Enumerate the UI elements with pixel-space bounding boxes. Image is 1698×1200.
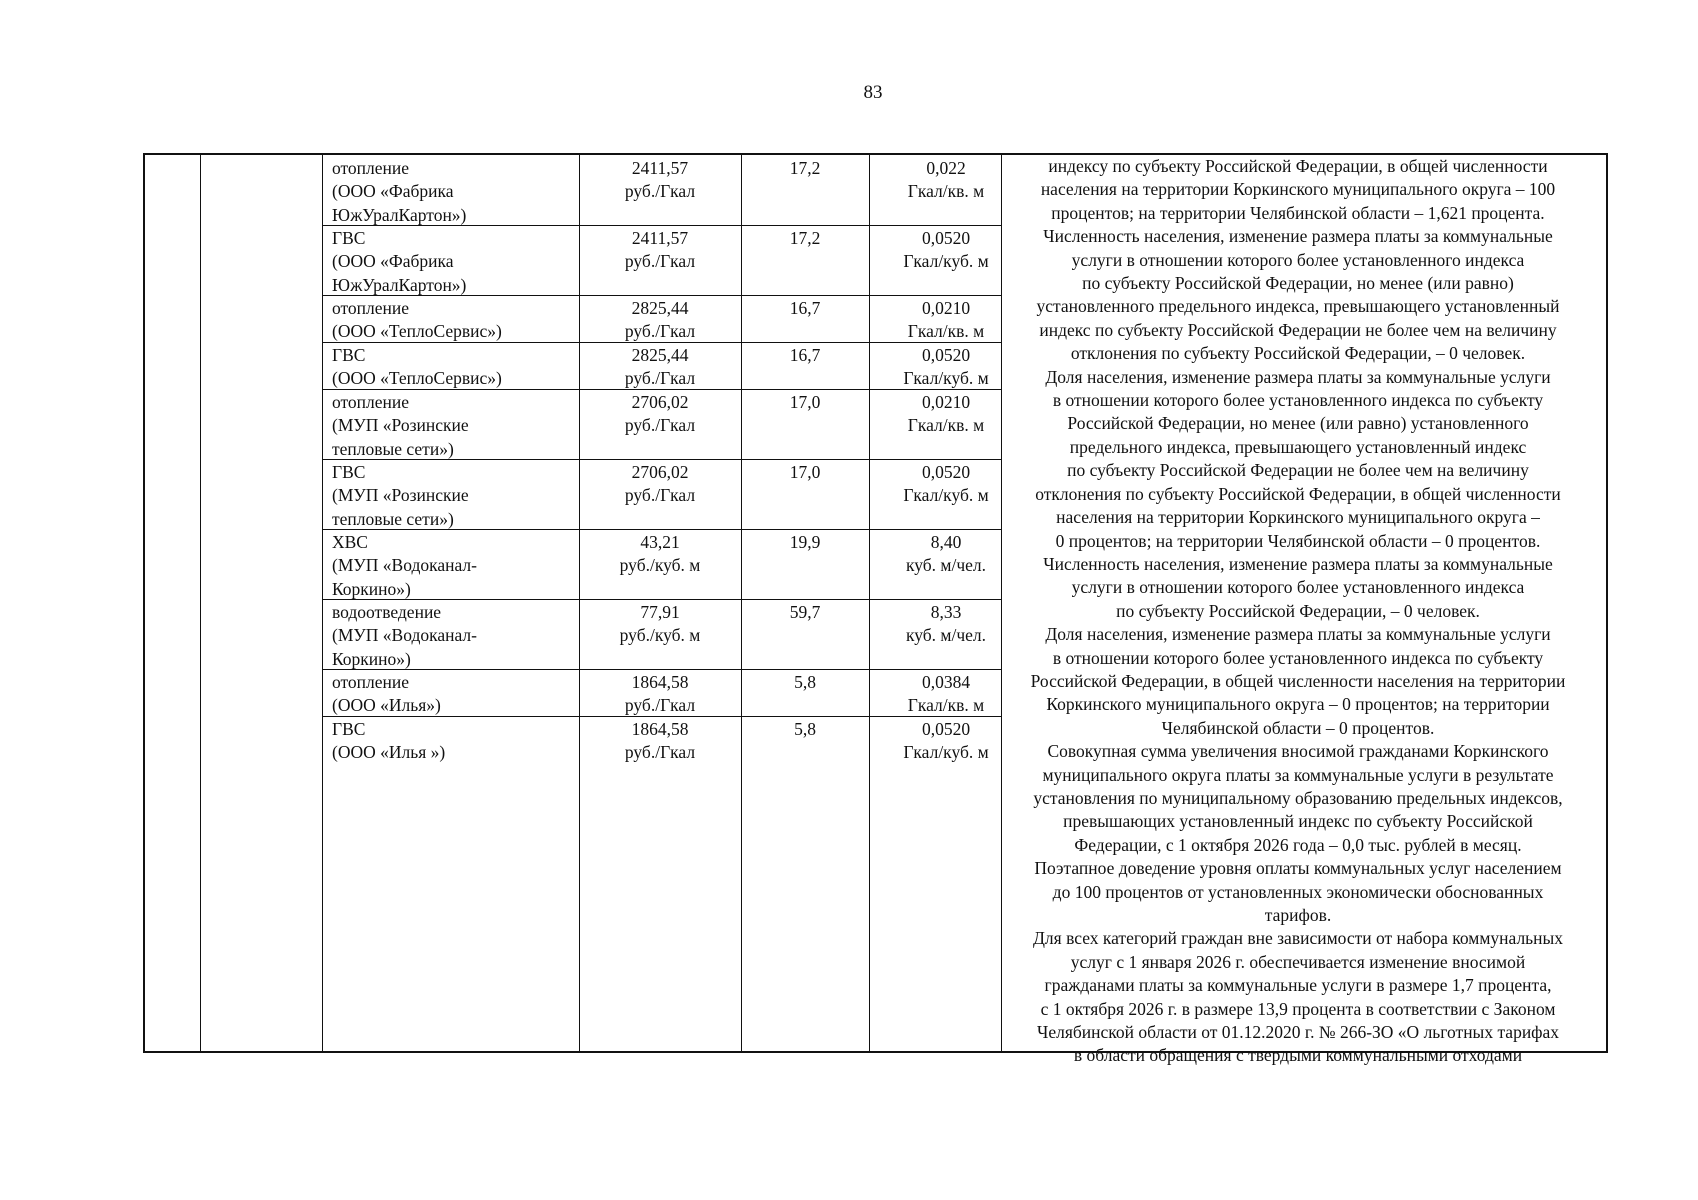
service-name-cell-line: отопление <box>332 672 410 692</box>
consumption-norm-cell-line: Гкал/куб. м <box>903 485 989 506</box>
service-name-cell-line: водоотведение <box>332 602 442 622</box>
text-line: индексу по субъекту Российской Федерации, в общей численности <box>1048 156 1548 176</box>
text-line: Челябинской области от 01.12.2020 г. № 266-ЗО «О льготных тарифах <box>1036 1022 1560 1043</box>
increase-percent-cell-line: 59,7 <box>789 602 821 622</box>
tariff-cell-line: руб./Гкал <box>624 368 696 389</box>
service-name-cell <box>332 297 582 344</box>
text-line: Федерации, с 1 октября 2026 года – 0,0 тыс. рублей в месяц. <box>1074 834 1522 855</box>
increase-percent-cell <box>741 671 869 694</box>
text-line: Доля населения, изменение размера платы за коммунальные услуги <box>1045 366 1551 387</box>
tariff-cell-line: 77,91 <box>640 602 680 622</box>
tariff-cell-line: руб./Гкал <box>624 321 696 342</box>
service-name-cell-line: ГВС <box>332 719 366 739</box>
consumption-norm-cell-line: 0,022 <box>926 158 966 178</box>
service-name-cell-line: (ООО «ТеплоСервис») <box>332 368 502 389</box>
text-line: Российской Федерации, в общей численности населения на территории <box>1030 670 1566 691</box>
column-divider <box>322 155 323 1051</box>
consumption-norm-cell-line: 0,0520 <box>921 719 971 739</box>
consumption-norm-cell-line: 8,40 <box>930 532 962 552</box>
increase-percent-cell-line: 17,0 <box>789 392 821 412</box>
service-name-cell-line: (МУП «Водоканал- <box>332 625 477 646</box>
consumption-norm-cell-line: 8,33 <box>930 602 962 622</box>
service-name-cell <box>332 601 582 671</box>
text-line: гражданами платы за коммунальные услуги в размере 1,7 процента, <box>1044 975 1552 996</box>
service-name-cell-line: ГВС <box>332 345 366 365</box>
increase-percent-cell-line: 19,9 <box>789 532 821 552</box>
increase-percent-cell-line: 17,2 <box>789 228 821 248</box>
increase-percent-cell <box>741 297 869 320</box>
consumption-norm-cell-line: 0,0210 <box>921 298 971 318</box>
service-name-cell <box>332 391 582 461</box>
tariff-cell-line: руб./Гкал <box>624 485 696 506</box>
tariff-cell <box>579 531 741 578</box>
service-name-cell-line: ГВС <box>332 228 366 248</box>
text-line: услуг с 1 января 2026 г. обеспечивается изменение вносимой <box>1070 951 1526 972</box>
tariff-cell <box>579 297 741 344</box>
text-line: по субъекту Российской Федерации, – 0 человек. <box>1116 600 1480 621</box>
consumption-norm-cell-line: Гкал/кв. м <box>907 321 985 342</box>
tariff-cell-line: 2411,57 <box>631 158 689 178</box>
tariff-cell-line: 1864,58 <box>631 672 689 692</box>
tariff-cell <box>579 157 741 204</box>
text-line: в области обращения с твердыми коммунальными отходами <box>1073 1045 1523 1066</box>
consumption-norm-cell-line: Гкал/куб. м <box>903 368 989 389</box>
text-line: предельного индекса, превышающего установленный индекс <box>1069 436 1527 457</box>
increase-percent-cell <box>741 461 869 484</box>
service-name-cell-line: ХВС <box>332 532 368 552</box>
text-line: Российской Федерации, но менее (или равно) установленного <box>1067 413 1529 434</box>
service-name-cell <box>332 227 582 297</box>
tariff-cell-line: руб./Гкал <box>624 251 696 272</box>
service-name-cell <box>332 461 582 531</box>
tariff-cell-line: 2825,44 <box>631 345 689 365</box>
text-line: установления по муниципальному образованию предельных индексов, <box>1033 787 1563 808</box>
tariff-cell-line: 2706,02 <box>631 392 689 412</box>
increase-percent-cell <box>741 718 869 741</box>
tariff-cell-line: руб./куб. м <box>619 555 701 576</box>
text-line: процентов; на территории Челябинской области – 1,621 процента. <box>1051 202 1545 223</box>
service-name-cell-line: Коркино») <box>332 648 411 669</box>
consumption-norm-cell-line: Гкал/кв. м <box>907 415 985 436</box>
service-name-cell-line: (МУП «Розинские <box>332 415 469 436</box>
tariff-cell-line: руб./Гкал <box>624 181 696 202</box>
tariff-cell <box>579 461 741 508</box>
text-line: до 100 процентов от установленных экономически обоснованных <box>1052 881 1544 902</box>
right-column-text <box>982 155 1614 1068</box>
tariff-cell <box>579 601 741 648</box>
text-line: Совокупная сумма увеличения вносимой гражданами Коркинского <box>1047 741 1549 762</box>
text-line: населения на территории Коркинского муниципального округа – <box>1056 507 1540 528</box>
service-name-cell <box>332 531 582 601</box>
text-line: установленного предельного индекса, превышающего установленный <box>1036 296 1560 317</box>
service-name-cell-line: (ООО «ТеплоСервис») <box>332 321 502 342</box>
service-name-cell-line: (МУП «Розинские <box>332 485 469 506</box>
increase-percent-cell-line: 17,0 <box>789 462 821 482</box>
tariff-cell-line: 2825,44 <box>631 298 689 318</box>
text-line: 0 процентов; на территории Челябинской области – 0 процентов. <box>1055 530 1541 551</box>
consumption-norm-cell-line: 0,0384 <box>921 672 971 692</box>
page-number: 83 <box>863 82 883 103</box>
increase-percent-cell <box>741 157 869 180</box>
consumption-norm-cell-line: 0,0520 <box>921 228 971 248</box>
service-name-cell-line: ЮжУралКартон») <box>332 274 467 295</box>
increase-percent-cell-line: 5,8 <box>794 672 816 692</box>
text-line: Доля населения, изменение размера платы за коммунальные услуги <box>1045 624 1551 645</box>
text-line: индекс по субъекту Российской Федерации не более чем на величину <box>1039 319 1557 340</box>
service-name-cell <box>332 157 582 227</box>
increase-percent-cell <box>741 531 869 554</box>
tariff-cell <box>579 227 741 274</box>
text-line: отклонения по субъекту Российской Федерации, – 0 человек. <box>1070 343 1526 364</box>
consumption-norm-cell-line: куб. м/чел. <box>905 625 987 646</box>
increase-percent-cell <box>741 391 869 414</box>
consumption-norm-cell-line: Гкал/куб. м <box>903 251 989 272</box>
service-name-cell-line: (МУП «Водоканал- <box>332 555 477 576</box>
consumption-norm-cell-line: Гкал/кв. м <box>907 695 985 716</box>
increase-percent-cell-line: 16,7 <box>789 298 821 318</box>
tariff-cell-line: руб./Гкал <box>624 415 696 436</box>
tariff-cell <box>579 344 741 391</box>
text-line: превышающих установленный индекс по субъекту Российской <box>1063 811 1533 832</box>
text-line: Поэтапное доведение уровня оплаты коммунальных услуг населением <box>1034 858 1562 879</box>
consumption-norm-cell-line: Гкал/куб. м <box>903 742 989 763</box>
increase-percent-cell-line: 5,8 <box>794 719 816 739</box>
column-divider <box>869 155 870 1051</box>
text-line: услуги в отношении которого более установленного индекса <box>1071 249 1525 270</box>
service-name-cell <box>332 671 582 718</box>
service-name-cell-line: отопление <box>332 392 410 412</box>
increase-percent-cell <box>741 227 869 250</box>
service-name-cell <box>332 718 582 765</box>
column-divider <box>200 155 201 1051</box>
service-name-cell-line: ЮжУралКартон») <box>332 204 467 225</box>
consumption-norm-cell-line: куб. м/чел. <box>905 555 987 576</box>
tariff-cell-line: руб./Гкал <box>624 695 696 716</box>
consumption-norm-cell-line: 0,0520 <box>921 345 971 365</box>
text-line: услуги в отношении которого более установленного индекса <box>1071 577 1525 598</box>
increase-percent-cell-line: 17,2 <box>789 158 821 178</box>
text-line: Численность населения, изменение размера платы за коммунальные <box>1043 226 1553 247</box>
text-line: муниципального округа платы за коммунальные услуги в результате <box>1042 764 1554 785</box>
tariff-cell-line: руб./Гкал <box>624 742 696 763</box>
text-line: в отношении которого более установленного индекса по субъекту <box>1052 390 1544 411</box>
consumption-norm-cell-line: 0,0520 <box>921 462 971 482</box>
text-line: Для всех категорий граждан вне зависимости от набора коммунальных <box>1032 928 1564 949</box>
service-name-cell-line: (ООО «Илья») <box>332 695 441 716</box>
service-name-cell-line: (ООО «Илья ») <box>332 742 446 763</box>
tariff-cell-line: 2411,57 <box>631 228 689 248</box>
service-name-cell-line: (ООО «Фабрика <box>332 181 454 202</box>
tariff-cell <box>579 391 741 438</box>
service-name-cell-line: (ООО «Фабрика <box>332 251 454 272</box>
service-name-cell-line: отопление <box>332 158 410 178</box>
text-line: по субъекту Российской Федерации, но менее (или равно) <box>1082 273 1514 294</box>
increase-percent-cell <box>741 344 869 367</box>
service-name-cell-line: тепловые сети») <box>332 438 454 459</box>
consumption-norm-cell-line: 0,0210 <box>921 392 971 412</box>
consumption-norm-cell-line: Гкал/кв. м <box>907 181 985 202</box>
increase-percent-cell-line: 16,7 <box>789 345 821 365</box>
tariff-cell-line: руб./куб. м <box>619 625 701 646</box>
text-line: по субъекту Российской Федерации не более чем на величину <box>1067 460 1529 481</box>
text-line: в отношении которого более установленного индекса по субъекту <box>1052 647 1544 668</box>
tariff-cell <box>579 718 741 765</box>
tariff-cell <box>579 671 741 718</box>
service-name-cell-line: Коркино») <box>332 578 411 599</box>
tariff-cell-line: 1864,58 <box>631 719 689 739</box>
text-line: тарифов. <box>1264 905 1332 925</box>
service-name-cell-line: тепловые сети») <box>332 508 454 529</box>
text-line: Численность населения, изменение размера платы за коммунальные <box>1043 553 1553 574</box>
tariff-cell-line: 43,21 <box>640 532 680 552</box>
text-line: населения на территории Коркинского муниципального округа – 100 <box>1040 179 1556 200</box>
text-line: с 1 октября 2026 г. в размере 13,9 процента в соответствии с Законом <box>1040 998 1556 1019</box>
text-line: Коркинского муниципального округа – 0 процентов; на территории <box>1046 694 1550 715</box>
service-name-cell-line: отопление <box>332 298 410 318</box>
text-line: Челябинской области – 0 процентов. <box>1161 717 1435 738</box>
tariff-cell-line: 2706,02 <box>631 462 689 482</box>
text-line: отклонения по субъекту Российской Федерации, в общей численности <box>1035 483 1561 504</box>
service-name-cell-line: ГВС <box>332 462 366 482</box>
service-name-cell <box>332 344 582 391</box>
increase-percent-cell <box>741 601 869 624</box>
